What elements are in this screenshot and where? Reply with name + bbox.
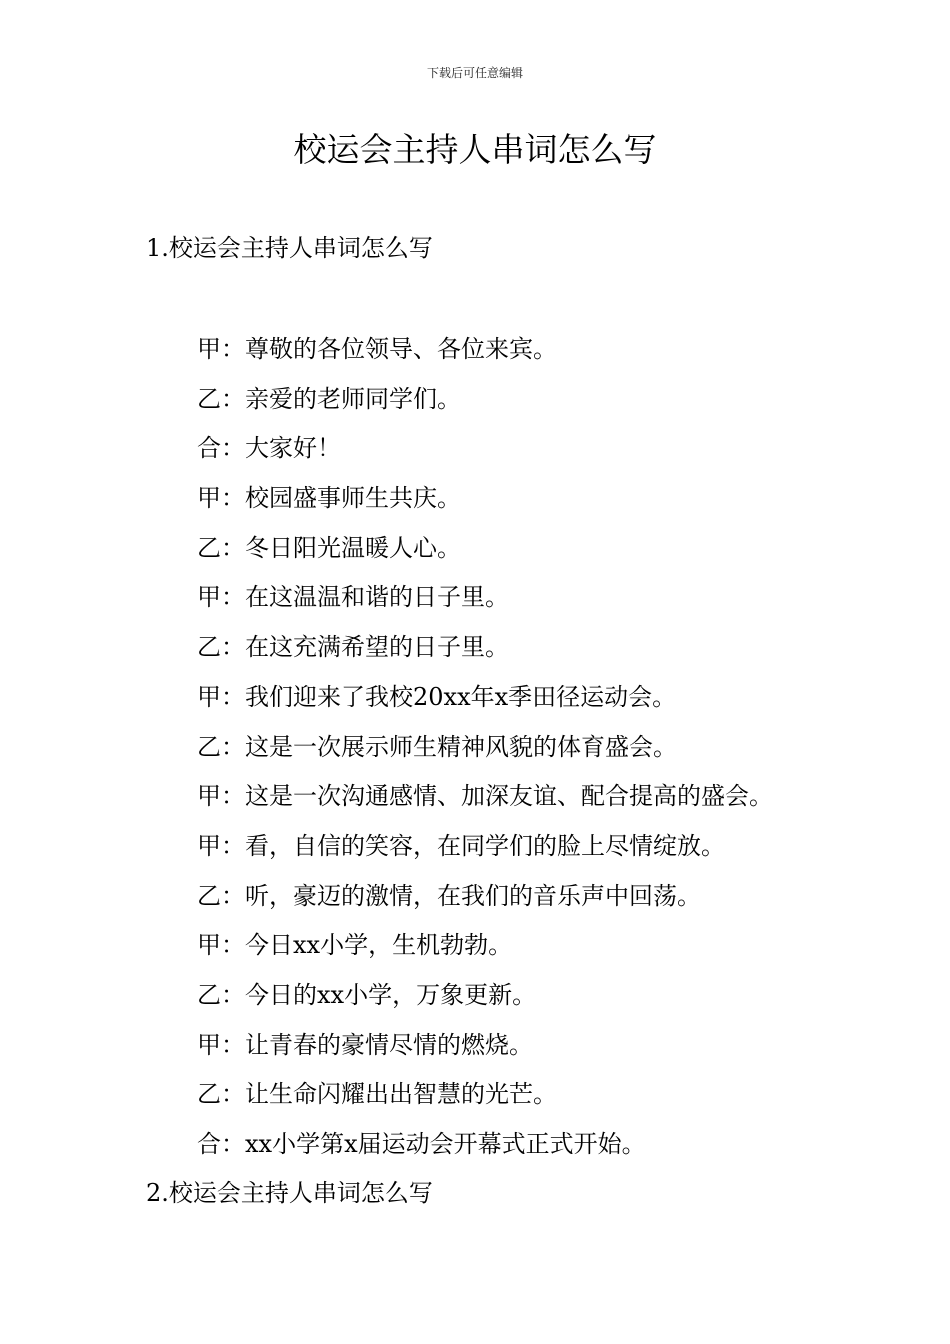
speaker-label: 乙： — [197, 633, 245, 662]
speaker-label: 甲： — [197, 335, 245, 363]
speaker-label: 乙： — [197, 533, 245, 562]
speaker-label: 甲： — [197, 583, 245, 612]
dialogue-line — [197, 433, 773, 483]
dialogue-line — [197, 384, 773, 434]
dialogue-line — [197, 533, 773, 583]
line-text: 看，自信的笑容，在同学们的脸上尽情绽放。 — [245, 831, 725, 860]
section-heading-1: 1.校运会主持人串词怎么写 — [146, 234, 433, 262]
line-text: 让青春的豪情尽情的燃烧。 — [245, 1030, 533, 1059]
speaker-label: 乙： — [197, 980, 245, 1009]
dialogue-line — [197, 781, 773, 831]
page-header-note: 下载后可任意编辑 — [426, 66, 523, 80]
section-heading-2: 2.校运会主持人串词怎么写 — [146, 1179, 433, 1207]
dialogue-line — [197, 831, 773, 881]
line-text: 今日的xx小学，万象更新。 — [245, 980, 537, 1009]
speaker-label: 甲： — [197, 1030, 245, 1059]
dialogue-line — [197, 980, 773, 1030]
speaker-label: 甲： — [197, 682, 245, 711]
line-text: 在这充满希望的日子里。 — [245, 633, 509, 662]
line-text: xx小学第x届运动会开幕式正式开始。 — [245, 1130, 646, 1158]
speaker-label: 乙： — [197, 732, 245, 761]
dialogue-line — [197, 682, 773, 732]
dialogue-line — [197, 632, 773, 682]
line-text: 这是一次展示师生精神风貌的体育盛会。 — [245, 732, 677, 761]
speaker-label: 乙： — [197, 384, 245, 413]
speaker-label: 乙： — [197, 1080, 245, 1109]
dialogue-list — [197, 334, 773, 1179]
dialogue-line — [197, 483, 773, 533]
speaker-label: 甲： — [197, 931, 245, 960]
speaker-label: 合： — [197, 1130, 245, 1158]
speaker-label: 甲： — [197, 484, 245, 513]
document-title: 校运会主持人串词怎么写 — [293, 130, 657, 169]
dialogue-line — [197, 1030, 773, 1080]
line-text: 今日xx小学，生机勃勃。 — [245, 931, 513, 960]
line-text: 校园盛事师生共庆。 — [245, 484, 461, 513]
dialogue-line — [197, 582, 773, 632]
line-text: 在这温温和谐的日子里。 — [245, 583, 509, 612]
dialogue-line — [197, 1079, 773, 1129]
dialogue-line — [197, 334, 773, 384]
line-text: 听，豪迈的激情，在我们的音乐声中回荡。 — [245, 881, 701, 910]
dialogue-line — [197, 930, 773, 980]
speaker-label: 甲： — [197, 782, 245, 811]
line-text: 亲爱的老师同学们。 — [245, 384, 461, 413]
line-text: 尊敬的各位领导、各位来宾。 — [245, 335, 557, 363]
line-text: 大家好！ — [245, 434, 341, 463]
speaker-label: 甲： — [197, 831, 245, 860]
speaker-label: 乙： — [197, 881, 245, 910]
line-text: 冬日阳光温暖人心。 — [245, 533, 461, 562]
line-text: 这是一次沟通感情、加深友谊、配合提高的盛会。 — [245, 782, 773, 811]
line-text: 让生命闪耀出出智慧的光芒。 — [245, 1080, 557, 1109]
dialogue-line — [197, 1129, 773, 1179]
dialogue-line — [197, 881, 773, 931]
speaker-label: 合： — [197, 434, 245, 463]
dialogue-line — [197, 732, 773, 782]
line-text: 我们迎来了我校20xx年x季田径运动会。 — [245, 682, 677, 711]
